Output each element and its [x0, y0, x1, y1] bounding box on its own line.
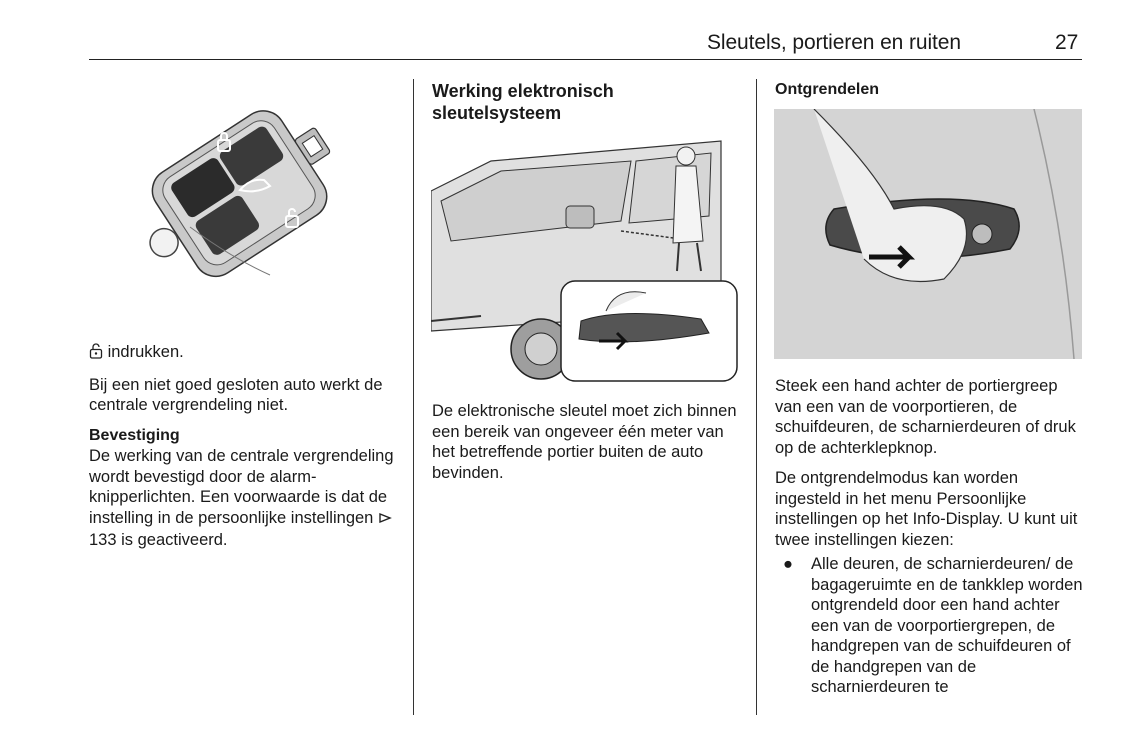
confirmation-heading: Bevestiging — [89, 426, 180, 444]
page-number: 27 — [1055, 31, 1079, 54]
column-divider-right — [756, 79, 757, 715]
right-text-column — [775, 376, 1085, 698]
remote-key-fob-image — [110, 92, 380, 312]
confirmation-body-text: De werking van de centrale vergrendeling wordt bevestigd door de alarmknipperlichten. Een voorwaarde is dat de instelling in de persoonlijke instellingen — [89, 447, 394, 527]
press-instruction — [89, 342, 399, 365]
van-with-person-image — [431, 131, 738, 383]
list-item — [775, 554, 1085, 698]
section-heading: Werking elektronisch sleutelsysteem — [432, 81, 614, 123]
confirmation-ref-text: 133 is geactiveerd. — [89, 531, 228, 549]
bullet-icon: ● — [783, 555, 793, 573]
door-handle-image — [774, 109, 1082, 359]
confirmation-body — [89, 446, 399, 551]
unlock-paragraph-1: Steek een hand achter de portiergreep van een van de voorportieren, de schuifdeuren, de scharnierdeuren of druk op de achterklepknop. — [775, 377, 1076, 457]
warning-text: Bij een niet goed gesloten auto werkt de centrale vergrendeling niet. — [89, 375, 383, 414]
unlock-paragraph-2: De ontgrendelmodus kan worden ingesteld in het menu Persoonlijke instellingen op het Info-Display. U kunt uit twee instellingen kiezen: — [775, 469, 1078, 549]
unlock-padlock-icon — [89, 343, 103, 365]
middle-body-text: De elektronische sleutel moet zich binnen een bereik van ongeveer één meter van het betreffende portier buiten de auto bevinden. — [432, 402, 737, 482]
press-text: indrukken. — [107, 343, 184, 361]
header-divider — [89, 59, 1082, 60]
unlock-heading: Ontgrendelen — [775, 81, 880, 98]
page-reference-arrow-icon — [378, 510, 392, 531]
column-divider-left — [413, 79, 414, 715]
bullet-text: Alle deuren, de scharnierdeuren/ de bagageruimte en de tankklep worden ontgrendeld door een hand achter een van de voorportiergrepen, de handgrepen van de schuifdeuren of de handgrepen van de scharnierdeuren te — [811, 555, 1083, 696]
left-text-column — [89, 342, 399, 551]
page-header-title: Sleutels, portieren en ruiten — [707, 31, 961, 54]
